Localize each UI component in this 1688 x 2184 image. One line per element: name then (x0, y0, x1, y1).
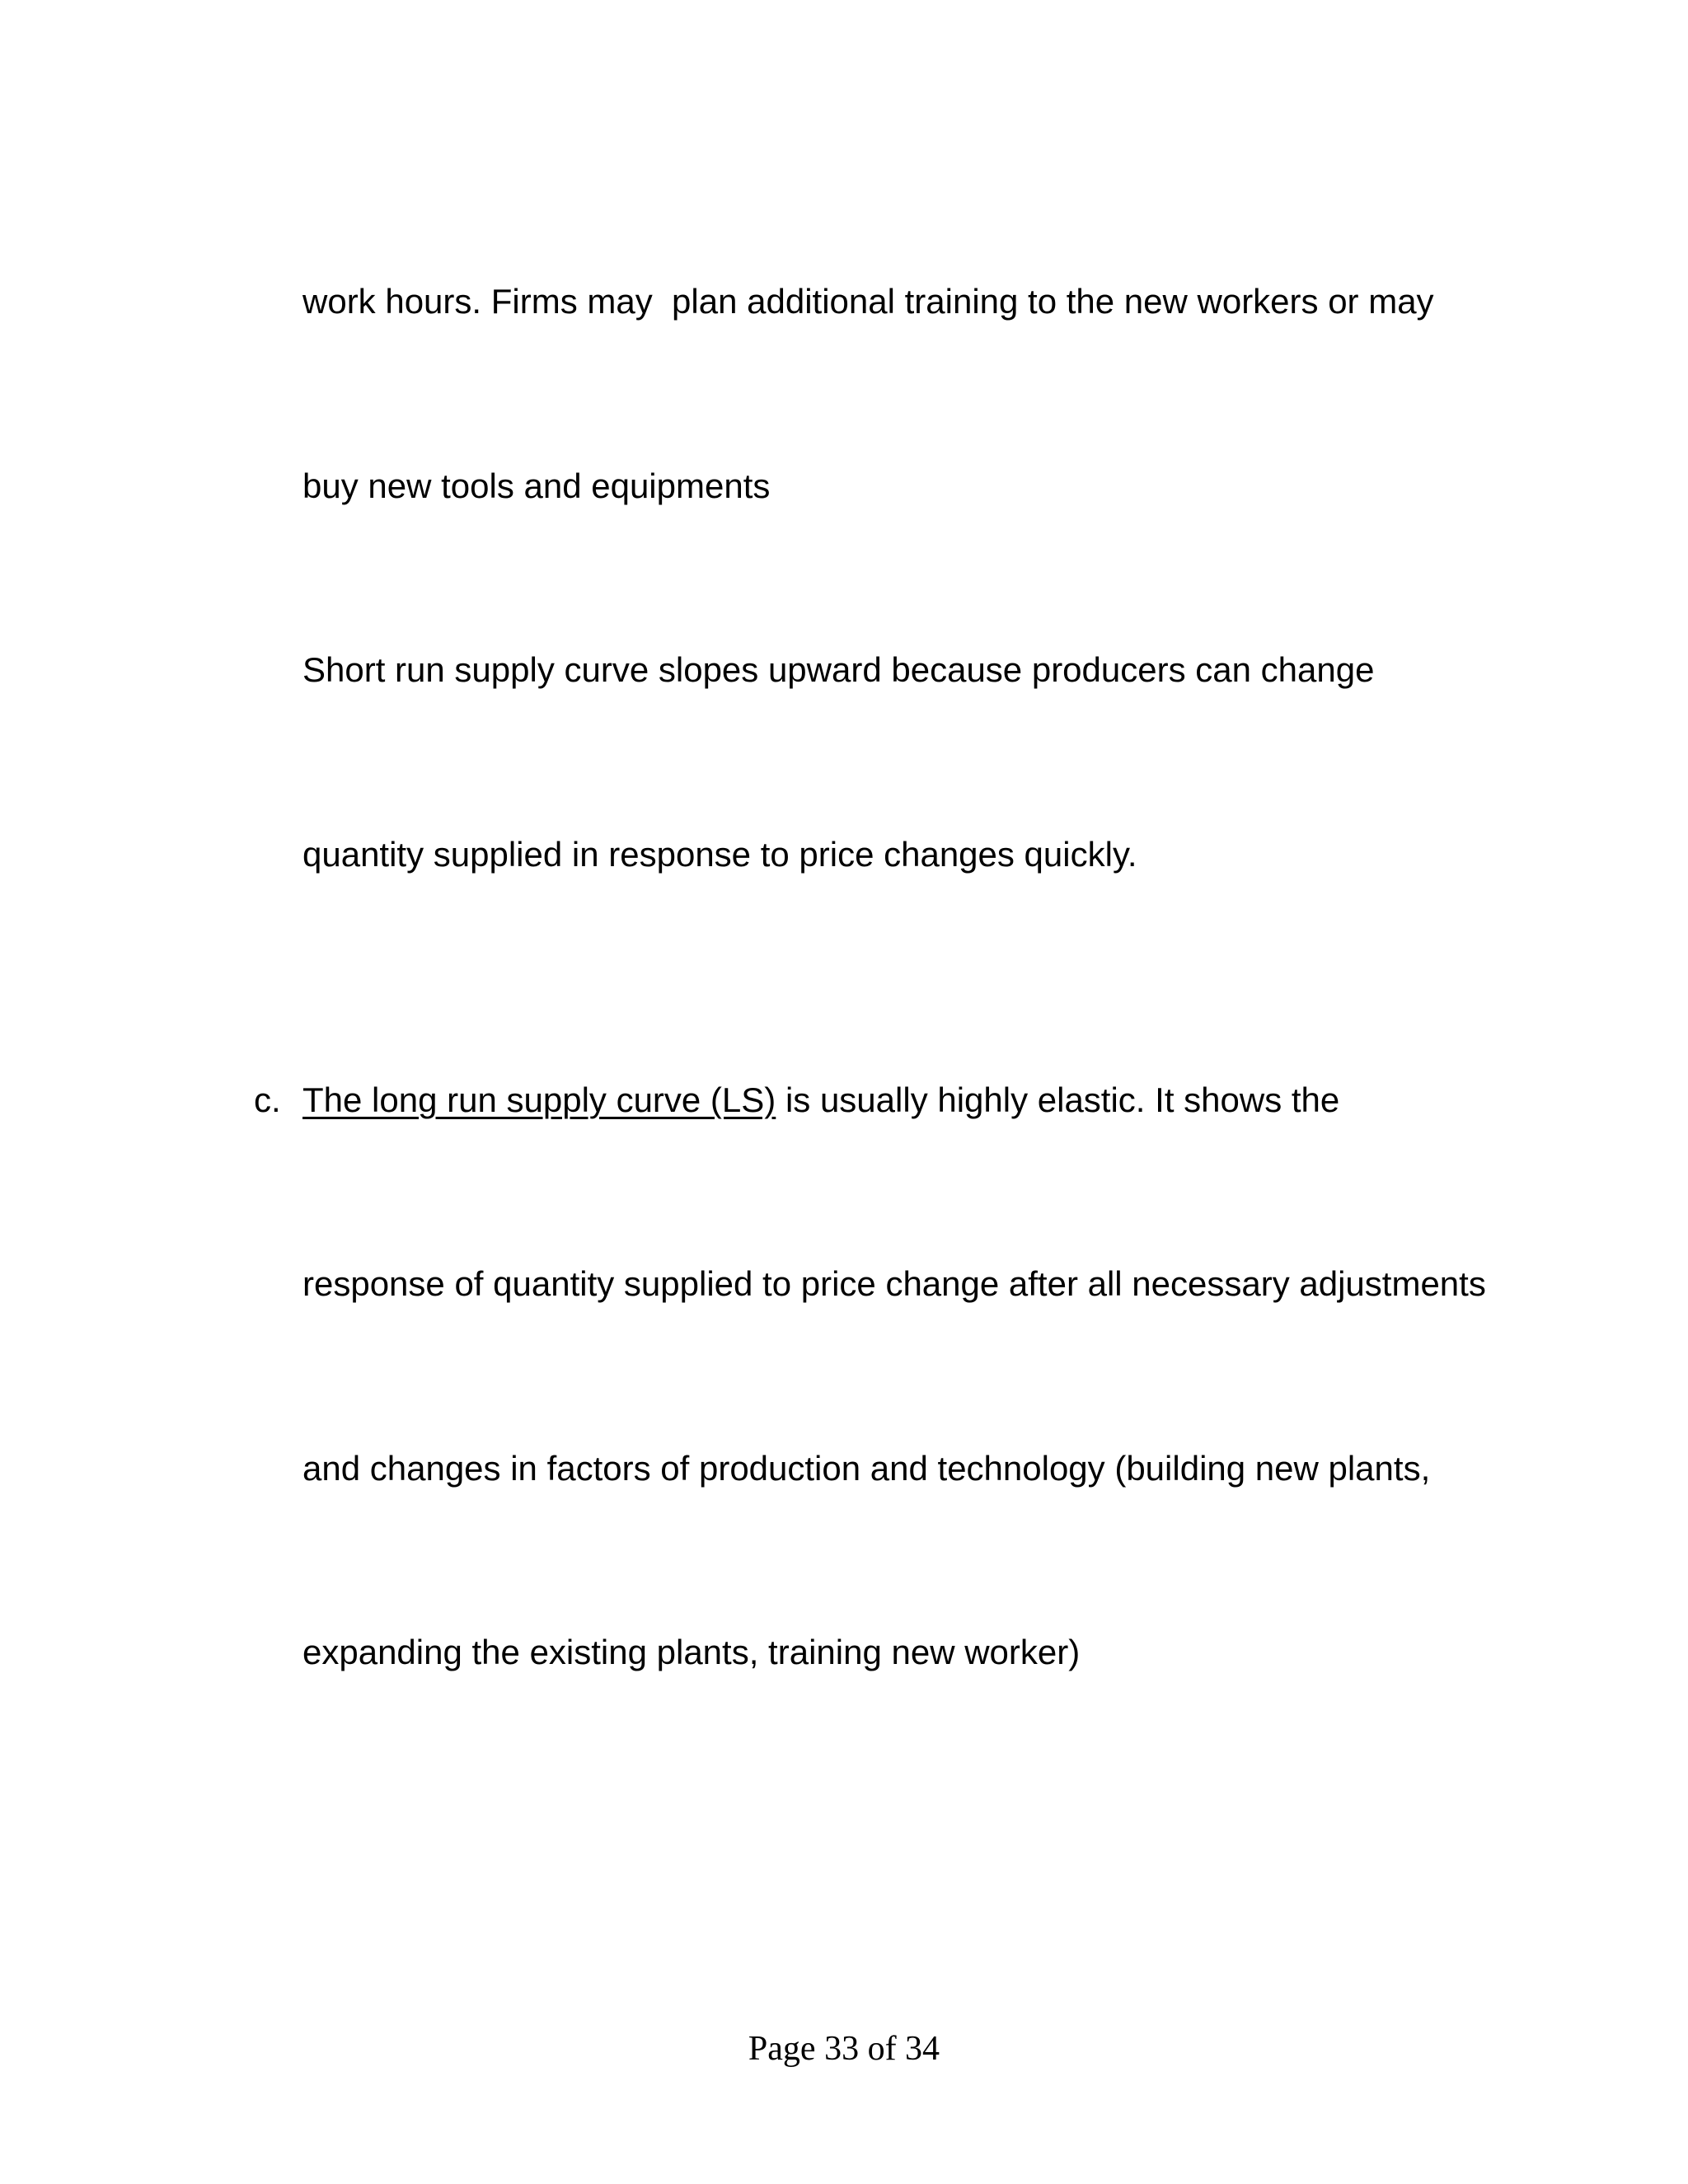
list-item-c (254, 1070, 1539, 1132)
text-line: expanding the existing plants, training new worker) (302, 1633, 1081, 1671)
text-line: Short run supply curve slopes upward because producers can change (302, 650, 1375, 689)
page-number: Page 33 of 34 (748, 2030, 940, 2068)
underlined-term: The long run supply curve (LS) (302, 1080, 776, 1119)
body-text (254, 148, 1539, 1807)
page-footer (0, 2024, 1688, 2074)
text-line: work hours. Firms may plan additional training to the new workers or may (302, 282, 1434, 321)
list-marker: c. (254, 1080, 281, 1119)
text-line: quantity supplied in response to price changes quickly. (302, 834, 1137, 874)
text-line: buy new tools and equipments (302, 466, 771, 505)
text-line-rest: is usually highly elastic. It shows the (776, 1080, 1340, 1119)
text-line: response of quantity supplied to price change after all necessary adjustments (302, 1264, 1486, 1303)
text-line: and changes in factors of production and technology (building new plants, (302, 1448, 1431, 1488)
